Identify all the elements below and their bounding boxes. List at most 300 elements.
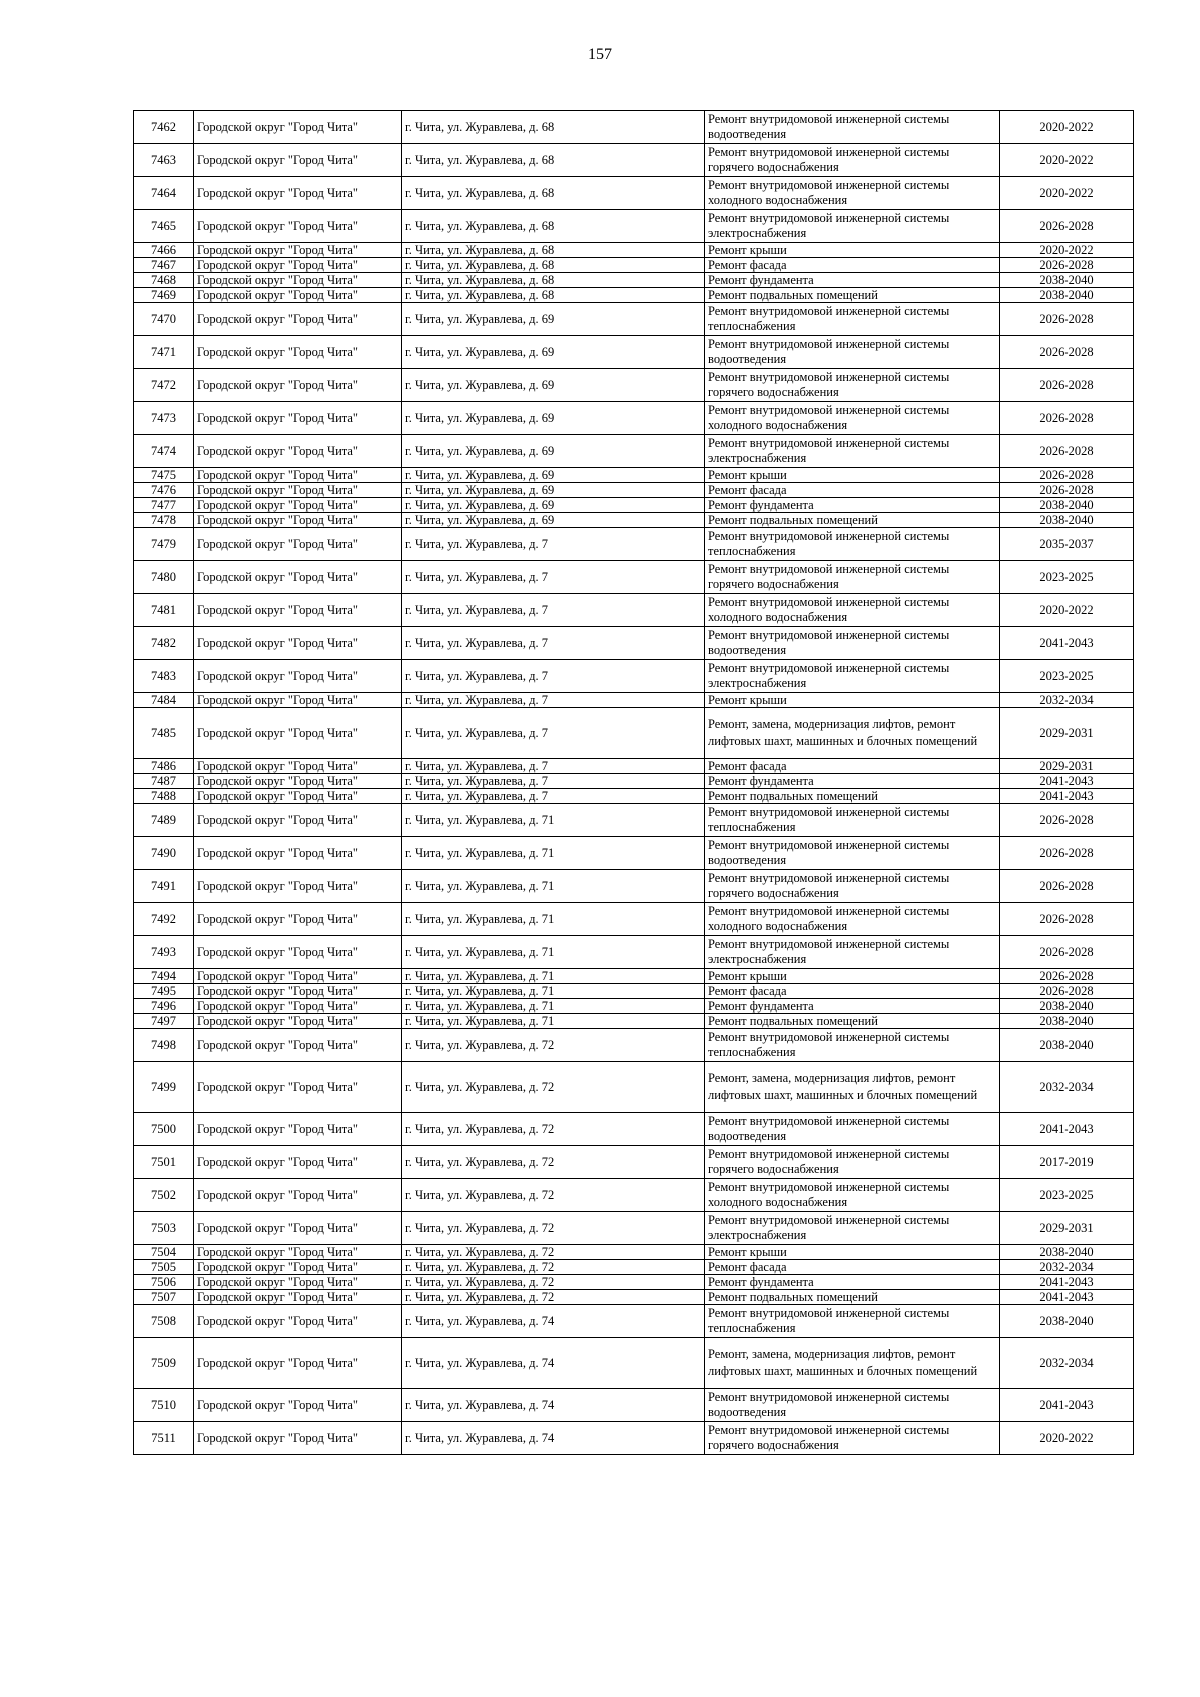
work-type-cell: Ремонт внутридомовой инженерной системы электроснабжения (705, 1212, 1000, 1245)
work-type-cell: Ремонт внутридомовой инженерной системы теплоснабжения (705, 804, 1000, 837)
work-type-cell: Ремонт внутридомовой инженерной системы горячего водоснабжения (705, 561, 1000, 594)
row-number: 7471 (134, 336, 194, 369)
work-type-cell: Ремонт внутридомовой инженерной системы водоотведения (705, 111, 1000, 144)
row-number: 7479 (134, 528, 194, 561)
period-cell: 2032-2034 (1000, 1062, 1134, 1113)
period-cell: 2041-2043 (1000, 1275, 1134, 1290)
municipality-cell: Городской округ "Город Чита" (194, 561, 402, 594)
table-row (134, 1290, 1134, 1305)
address-cell: г. Чита, ул. Журавлева, д. 69 (402, 402, 705, 435)
row-number: 7484 (134, 693, 194, 708)
address-cell: г. Чита, ул. Журавлева, д. 69 (402, 483, 705, 498)
table-row (134, 144, 1134, 177)
municipality-cell: Городской округ "Город Чита" (194, 528, 402, 561)
address-cell: г. Чита, ул. Журавлева, д. 72 (402, 1290, 705, 1305)
address-cell: г. Чита, ул. Журавлева, д. 69 (402, 468, 705, 483)
address-cell: г. Чита, ул. Журавлева, д. 71 (402, 903, 705, 936)
row-number: 7487 (134, 774, 194, 789)
row-number: 7507 (134, 1290, 194, 1305)
table-row (134, 789, 1134, 804)
table-row (134, 303, 1134, 336)
row-number: 7462 (134, 111, 194, 144)
work-type-cell: Ремонт фасада (705, 1260, 1000, 1275)
address-cell: г. Чита, ул. Журавлева, д. 74 (402, 1305, 705, 1338)
period-cell: 2017-2019 (1000, 1146, 1134, 1179)
row-number: 7508 (134, 1305, 194, 1338)
table-row (134, 177, 1134, 210)
work-type-cell: Ремонт крыши (705, 1245, 1000, 1260)
table-row (134, 804, 1134, 837)
period-cell: 2038-2040 (1000, 1014, 1134, 1029)
table-row (134, 1260, 1134, 1275)
row-number: 7469 (134, 288, 194, 303)
address-cell: г. Чита, ул. Журавлева, д. 7 (402, 594, 705, 627)
table-row (134, 561, 1134, 594)
table-row (134, 1014, 1134, 1029)
period-cell: 2032-2034 (1000, 1338, 1134, 1389)
period-cell: 2029-2031 (1000, 708, 1134, 759)
address-cell: г. Чита, ул. Журавлева, д. 72 (402, 1275, 705, 1290)
municipality-cell: Городской округ "Город Чита" (194, 1113, 402, 1146)
work-type-cell: Ремонт подвальных помещений (705, 513, 1000, 528)
municipality-cell: Городской округ "Город Чита" (194, 336, 402, 369)
row-number: 7465 (134, 210, 194, 243)
row-number: 7509 (134, 1338, 194, 1389)
address-cell: г. Чита, ул. Журавлева, д. 68 (402, 288, 705, 303)
work-type-cell: Ремонт внутридомовой инженерной системы водоотведения (705, 627, 1000, 660)
row-number: 7468 (134, 273, 194, 288)
work-type-cell: Ремонт внутридомовой инженерной системы холодного водоснабжения (705, 903, 1000, 936)
work-type-cell: Ремонт фасада (705, 258, 1000, 273)
row-number: 7482 (134, 627, 194, 660)
period-cell: 2026-2028 (1000, 402, 1134, 435)
period-cell: 2023-2025 (1000, 1179, 1134, 1212)
period-cell: 2026-2028 (1000, 870, 1134, 903)
address-cell: г. Чита, ул. Журавлева, д. 7 (402, 627, 705, 660)
table-row (134, 594, 1134, 627)
table-row (134, 1422, 1134, 1455)
row-number: 7485 (134, 708, 194, 759)
table-row (134, 1245, 1134, 1260)
row-number: 7497 (134, 1014, 194, 1029)
period-cell: 2020-2022 (1000, 177, 1134, 210)
address-cell: г. Чита, ул. Журавлева, д. 72 (402, 1062, 705, 1113)
work-type-cell: Ремонт крыши (705, 468, 1000, 483)
municipality-cell: Городской округ "Город Чита" (194, 177, 402, 210)
work-type-cell: Ремонт фундамента (705, 273, 1000, 288)
work-type-cell: Ремонт внутридомовой инженерной системы водоотведения (705, 336, 1000, 369)
table-row (134, 969, 1134, 984)
work-type-cell: Ремонт, замена, модернизация лифтов, ремонт лифтовых шахт, машинных и блочных помещений (705, 708, 1000, 759)
period-cell: 2026-2028 (1000, 804, 1134, 837)
period-cell: 2020-2022 (1000, 1422, 1134, 1455)
period-cell: 2038-2040 (1000, 1245, 1134, 1260)
work-type-cell: Ремонт внутридомовой инженерной системы теплоснабжения (705, 303, 1000, 336)
period-cell: 2041-2043 (1000, 627, 1134, 660)
period-cell: 2038-2040 (1000, 513, 1134, 528)
municipality-cell: Городской округ "Город Чита" (194, 936, 402, 969)
address-cell: г. Чита, ул. Журавлева, д. 72 (402, 1113, 705, 1146)
work-type-cell: Ремонт фундамента (705, 1275, 1000, 1290)
address-cell: г. Чита, ул. Журавлева, д. 71 (402, 999, 705, 1014)
municipality-cell: Городской округ "Город Чита" (194, 498, 402, 513)
work-type-cell: Ремонт внутридомовой инженерной системы холодного водоснабжения (705, 177, 1000, 210)
table-row (134, 870, 1134, 903)
municipality-cell: Городской округ "Город Чита" (194, 243, 402, 258)
period-cell: 2038-2040 (1000, 1305, 1134, 1338)
work-type-cell: Ремонт фундамента (705, 774, 1000, 789)
period-cell: 2032-2034 (1000, 693, 1134, 708)
row-number: 7483 (134, 660, 194, 693)
row-number: 7502 (134, 1179, 194, 1212)
row-number: 7511 (134, 1422, 194, 1455)
period-cell: 2041-2043 (1000, 1290, 1134, 1305)
period-cell: 2026-2028 (1000, 837, 1134, 870)
row-number: 7472 (134, 369, 194, 402)
row-number: 7492 (134, 903, 194, 936)
address-cell: г. Чита, ул. Журавлева, д. 68 (402, 210, 705, 243)
row-number: 7490 (134, 837, 194, 870)
period-cell: 2038-2040 (1000, 1029, 1134, 1062)
address-cell: г. Чита, ул. Журавлева, д. 74 (402, 1389, 705, 1422)
row-number: 7494 (134, 969, 194, 984)
table-row (134, 999, 1134, 1014)
table-row (134, 1146, 1134, 1179)
row-number: 7496 (134, 999, 194, 1014)
table-row (134, 1113, 1134, 1146)
municipality-cell: Городской округ "Город Чита" (194, 369, 402, 402)
table-row (134, 708, 1134, 759)
period-cell: 2041-2043 (1000, 1113, 1134, 1146)
work-type-cell: Ремонт внутридомовой инженерной системы водоотведения (705, 1113, 1000, 1146)
work-type-cell: Ремонт внутридомовой инженерной системы холодного водоснабжения (705, 594, 1000, 627)
address-cell: г. Чита, ул. Журавлева, д. 69 (402, 336, 705, 369)
municipality-cell: Городской округ "Город Чита" (194, 1179, 402, 1212)
work-type-cell: Ремонт внутридомовой инженерной системы холодного водоснабжения (705, 1179, 1000, 1212)
work-type-cell: Ремонт фасада (705, 984, 1000, 999)
period-cell: 2038-2040 (1000, 288, 1134, 303)
page-number: 157 (588, 46, 612, 63)
period-cell: 2026-2028 (1000, 936, 1134, 969)
table-row (134, 288, 1134, 303)
row-number: 7470 (134, 303, 194, 336)
period-cell: 2038-2040 (1000, 273, 1134, 288)
table-row (134, 258, 1134, 273)
period-cell: 2041-2043 (1000, 1389, 1134, 1422)
table-row (134, 1305, 1134, 1338)
period-cell: 2026-2028 (1000, 903, 1134, 936)
municipality-cell: Городской округ "Город Чита" (194, 1422, 402, 1455)
period-cell: 2026-2028 (1000, 369, 1134, 402)
period-cell: 2026-2028 (1000, 984, 1134, 999)
period-cell: 2023-2025 (1000, 561, 1134, 594)
work-type-cell: Ремонт внутридомовой инженерной системы горячего водоснабжения (705, 144, 1000, 177)
municipality-cell: Городской округ "Город Чита" (194, 1212, 402, 1245)
period-cell: 2038-2040 (1000, 999, 1134, 1014)
row-number: 7463 (134, 144, 194, 177)
period-cell: 2041-2043 (1000, 789, 1134, 804)
municipality-cell: Городской округ "Город Чита" (194, 210, 402, 243)
table-row (134, 1179, 1134, 1212)
work-type-cell: Ремонт фасада (705, 759, 1000, 774)
address-cell: г. Чита, ул. Журавлева, д. 7 (402, 660, 705, 693)
address-cell: г. Чита, ул. Журавлева, д. 7 (402, 528, 705, 561)
work-type-cell: Ремонт фундамента (705, 498, 1000, 513)
municipality-cell: Городской округ "Город Чита" (194, 402, 402, 435)
table-row (134, 402, 1134, 435)
address-cell: г. Чита, ул. Журавлева, д. 7 (402, 561, 705, 594)
row-number: 7488 (134, 789, 194, 804)
municipality-cell: Городской округ "Город Чита" (194, 1305, 402, 1338)
table-row (134, 111, 1134, 144)
address-cell: г. Чита, ул. Журавлева, д. 68 (402, 273, 705, 288)
address-cell: г. Чита, ул. Журавлева, д. 69 (402, 513, 705, 528)
period-cell: 2026-2028 (1000, 303, 1134, 336)
work-type-cell: Ремонт внутридомовой инженерной системы холодного водоснабжения (705, 402, 1000, 435)
table-row (134, 660, 1134, 693)
work-type-cell: Ремонт внутридомовой инженерной системы теплоснабжения (705, 1029, 1000, 1062)
period-cell: 2023-2025 (1000, 660, 1134, 693)
row-number: 7467 (134, 258, 194, 273)
table-row (134, 936, 1134, 969)
municipality-cell: Городской округ "Город Чита" (194, 303, 402, 336)
address-cell: г. Чита, ул. Журавлева, д. 68 (402, 258, 705, 273)
address-cell: г. Чита, ул. Журавлева, д. 68 (402, 177, 705, 210)
table-row (134, 273, 1134, 288)
address-cell: г. Чита, ул. Журавлева, д. 69 (402, 303, 705, 336)
municipality-cell: Городской округ "Город Чита" (194, 258, 402, 273)
row-number: 7480 (134, 561, 194, 594)
municipality-cell: Городской округ "Город Чита" (194, 1275, 402, 1290)
period-cell: 2020-2022 (1000, 594, 1134, 627)
address-cell: г. Чита, ул. Журавлева, д. 72 (402, 1179, 705, 1212)
municipality-cell: Городской округ "Город Чита" (194, 627, 402, 660)
municipality-cell: Городской округ "Город Чита" (194, 1338, 402, 1389)
address-cell: г. Чита, ул. Журавлева, д. 74 (402, 1338, 705, 1389)
municipality-cell: Городской округ "Город Чита" (194, 483, 402, 498)
table-row (134, 759, 1134, 774)
table-row (134, 468, 1134, 483)
table-row (134, 513, 1134, 528)
row-number: 7481 (134, 594, 194, 627)
row-number: 7505 (134, 1260, 194, 1275)
municipality-cell: Городской округ "Город Чита" (194, 660, 402, 693)
municipality-cell: Городской округ "Город Чита" (194, 111, 402, 144)
row-number: 7495 (134, 984, 194, 999)
row-number: 7510 (134, 1389, 194, 1422)
period-cell: 2026-2028 (1000, 336, 1134, 369)
address-cell: г. Чита, ул. Журавлева, д. 69 (402, 369, 705, 402)
period-cell: 2029-2031 (1000, 759, 1134, 774)
row-number: 7500 (134, 1113, 194, 1146)
work-type-cell: Ремонт фасада (705, 483, 1000, 498)
table-row (134, 1212, 1134, 1245)
address-cell: г. Чита, ул. Журавлева, д. 7 (402, 789, 705, 804)
period-cell: 2020-2022 (1000, 144, 1134, 177)
row-number: 7474 (134, 435, 194, 468)
municipality-cell: Городской округ "Город Чита" (194, 969, 402, 984)
municipality-cell: Городской округ "Город Чита" (194, 1014, 402, 1029)
municipality-cell: Городской округ "Город Чита" (194, 1260, 402, 1275)
address-cell: г. Чита, ул. Журавлева, д. 71 (402, 837, 705, 870)
municipality-cell: Городской округ "Город Чита" (194, 594, 402, 627)
period-cell: 2026-2028 (1000, 468, 1134, 483)
work-type-cell: Ремонт внутридомовой инженерной системы горячего водоснабжения (705, 1422, 1000, 1455)
work-type-cell: Ремонт внутридомовой инженерной системы электроснабжения (705, 435, 1000, 468)
municipality-cell: Городской округ "Город Чита" (194, 774, 402, 789)
row-number: 7493 (134, 936, 194, 969)
work-type-cell: Ремонт внутридомовой инженерной системы электроснабжения (705, 660, 1000, 693)
municipality-cell: Городской округ "Город Чита" (194, 435, 402, 468)
row-number: 7491 (134, 870, 194, 903)
address-cell: г. Чита, ул. Журавлева, д. 69 (402, 498, 705, 513)
table-row (134, 435, 1134, 468)
row-number: 7498 (134, 1029, 194, 1062)
table-row (134, 210, 1134, 243)
row-number: 7499 (134, 1062, 194, 1113)
address-cell: г. Чита, ул. Журавлева, д. 72 (402, 1029, 705, 1062)
municipality-cell: Городской округ "Город Чита" (194, 288, 402, 303)
table-row (134, 483, 1134, 498)
row-number: 7501 (134, 1146, 194, 1179)
row-number: 7476 (134, 483, 194, 498)
table-row (134, 336, 1134, 369)
address-cell: г. Чита, ул. Журавлева, д. 71 (402, 969, 705, 984)
municipality-cell: Городской округ "Город Чита" (194, 513, 402, 528)
table-row (134, 498, 1134, 513)
address-cell: г. Чита, ул. Журавлева, д. 68 (402, 144, 705, 177)
row-number: 7464 (134, 177, 194, 210)
municipality-cell: Городской округ "Город Чита" (194, 984, 402, 999)
address-cell: г. Чита, ул. Журавлева, д. 72 (402, 1212, 705, 1245)
table-row (134, 1389, 1134, 1422)
work-type-cell: Ремонт фундамента (705, 999, 1000, 1014)
address-cell: г. Чита, ул. Журавлева, д. 69 (402, 435, 705, 468)
period-cell: 2041-2043 (1000, 774, 1134, 789)
table-row (134, 837, 1134, 870)
row-number: 7504 (134, 1245, 194, 1260)
row-number: 7475 (134, 468, 194, 483)
address-cell: г. Чита, ул. Журавлева, д. 71 (402, 804, 705, 837)
work-type-cell: Ремонт внутридомовой инженерной системы теплоснабжения (705, 528, 1000, 561)
work-type-cell: Ремонт внутридомовой инженерной системы горячего водоснабжения (705, 870, 1000, 903)
municipality-cell: Городской округ "Город Чита" (194, 1290, 402, 1305)
work-type-cell: Ремонт внутридомовой инженерной системы водоотведения (705, 1389, 1000, 1422)
municipality-cell: Городской округ "Город Чита" (194, 1146, 402, 1179)
municipality-cell: Городской округ "Город Чита" (194, 759, 402, 774)
table-body (134, 111, 1134, 1455)
work-type-cell: Ремонт внутридомовой инженерной системы электроснабжения (705, 936, 1000, 969)
address-cell: г. Чита, ул. Журавлева, д. 7 (402, 708, 705, 759)
address-cell: г. Чита, ул. Журавлева, д. 71 (402, 870, 705, 903)
row-number: 7503 (134, 1212, 194, 1245)
table-row (134, 1029, 1134, 1062)
address-cell: г. Чита, ул. Журавлева, д. 72 (402, 1260, 705, 1275)
address-cell: г. Чита, ул. Журавлева, д. 7 (402, 693, 705, 708)
municipality-cell: Городской округ "Город Чита" (194, 903, 402, 936)
address-cell: г. Чита, ул. Журавлева, д. 7 (402, 759, 705, 774)
period-cell: 2032-2034 (1000, 1260, 1134, 1275)
work-type-cell: Ремонт крыши (705, 693, 1000, 708)
municipality-cell: Городской округ "Город Чита" (194, 999, 402, 1014)
address-cell: г. Чита, ул. Журавлева, д. 71 (402, 984, 705, 999)
municipality-cell: Городской округ "Город Чита" (194, 273, 402, 288)
municipality-cell: Городской округ "Город Чита" (194, 1245, 402, 1260)
row-number: 7477 (134, 498, 194, 513)
table-row (134, 528, 1134, 561)
address-cell: г. Чита, ул. Журавлева, д. 74 (402, 1422, 705, 1455)
period-cell: 2026-2028 (1000, 435, 1134, 468)
row-number: 7489 (134, 804, 194, 837)
municipality-cell: Городской округ "Город Чита" (194, 708, 402, 759)
row-number: 7466 (134, 243, 194, 258)
address-cell: г. Чита, ул. Журавлева, д. 68 (402, 111, 705, 144)
municipality-cell: Городской округ "Город Чита" (194, 837, 402, 870)
address-cell: г. Чита, ул. Журавлева, д. 71 (402, 936, 705, 969)
work-type-cell: Ремонт подвальных помещений (705, 1014, 1000, 1029)
table-row (134, 903, 1134, 936)
table-row (134, 1338, 1134, 1389)
address-cell: г. Чита, ул. Журавлева, д. 71 (402, 1014, 705, 1029)
row-number: 7478 (134, 513, 194, 528)
municipality-cell: Городской округ "Город Чита" (194, 144, 402, 177)
period-cell: 2029-2031 (1000, 1212, 1134, 1245)
work-type-cell: Ремонт подвальных помещений (705, 789, 1000, 804)
period-cell: 2020-2022 (1000, 243, 1134, 258)
municipality-cell: Городской округ "Город Чита" (194, 804, 402, 837)
period-cell: 2035-2037 (1000, 528, 1134, 561)
work-type-cell: Ремонт подвальных помещений (705, 1290, 1000, 1305)
work-type-cell: Ремонт внутридомовой инженерной системы горячего водоснабжения (705, 369, 1000, 402)
address-cell: г. Чита, ул. Журавлева, д. 68 (402, 243, 705, 258)
row-number: 7506 (134, 1275, 194, 1290)
period-cell: 2038-2040 (1000, 498, 1134, 513)
period-cell: 2026-2028 (1000, 483, 1134, 498)
table-row (134, 369, 1134, 402)
repair-schedule-table (133, 110, 1134, 1455)
work-type-cell: Ремонт подвальных помещений (705, 288, 1000, 303)
municipality-cell: Городской округ "Город Чита" (194, 693, 402, 708)
row-number: 7486 (134, 759, 194, 774)
period-cell: 2026-2028 (1000, 258, 1134, 273)
work-type-cell: Ремонт внутридомовой инженерной системы теплоснабжения (705, 1305, 1000, 1338)
work-type-cell: Ремонт крыши (705, 243, 1000, 258)
table-row (134, 774, 1134, 789)
municipality-cell: Городской округ "Город Чита" (194, 1029, 402, 1062)
address-cell: г. Чита, ул. Журавлева, д. 72 (402, 1245, 705, 1260)
period-cell: 2026-2028 (1000, 210, 1134, 243)
municipality-cell: Городской округ "Город Чита" (194, 1062, 402, 1113)
row-number: 7473 (134, 402, 194, 435)
municipality-cell: Городской округ "Город Чита" (194, 789, 402, 804)
municipality-cell: Городской округ "Город Чита" (194, 870, 402, 903)
table-row (134, 243, 1134, 258)
municipality-cell: Городской округ "Город Чита" (194, 468, 402, 483)
table-row (134, 693, 1134, 708)
table-row (134, 627, 1134, 660)
table-row (134, 984, 1134, 999)
period-cell: 2020-2022 (1000, 111, 1134, 144)
period-cell: 2026-2028 (1000, 969, 1134, 984)
work-type-cell: Ремонт внутридомовой инженерной системы водоотведения (705, 837, 1000, 870)
work-type-cell: Ремонт внутридомовой инженерной системы электроснабжения (705, 210, 1000, 243)
table-row (134, 1062, 1134, 1113)
work-type-cell: Ремонт внутридомовой инженерной системы горячего водоснабжения (705, 1146, 1000, 1179)
address-cell: г. Чита, ул. Журавлева, д. 72 (402, 1146, 705, 1179)
work-type-cell: Ремонт, замена, модернизация лифтов, ремонт лифтовых шахт, машинных и блочных помещений (705, 1062, 1000, 1113)
work-type-cell: Ремонт, замена, модернизация лифтов, ремонт лифтовых шахт, машинных и блочных помещений (705, 1338, 1000, 1389)
address-cell: г. Чита, ул. Журавлева, д. 7 (402, 774, 705, 789)
